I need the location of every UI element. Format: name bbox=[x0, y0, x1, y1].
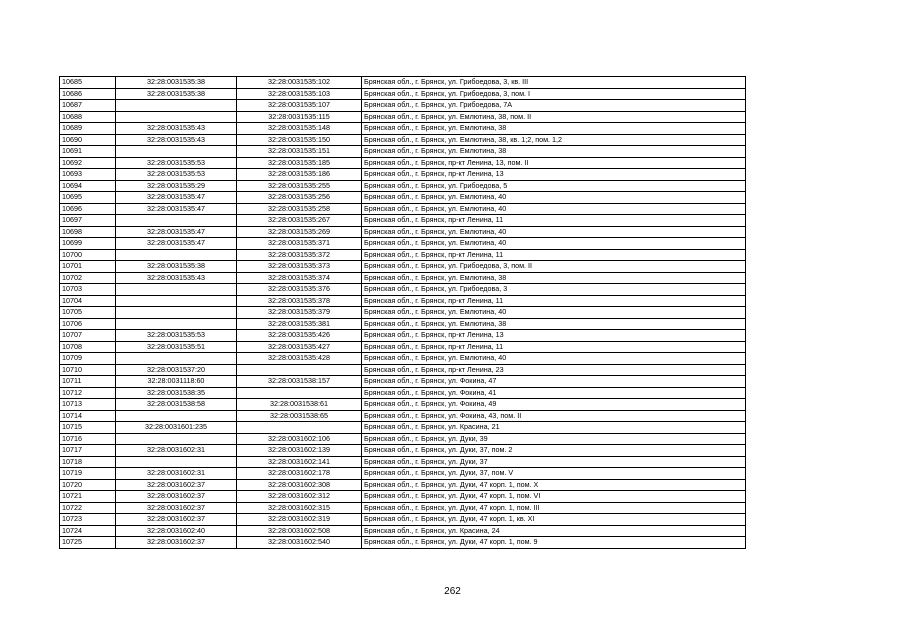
address-cell: Брянская обл., г. Брянск, ул. Дуки, 39 bbox=[362, 433, 746, 445]
row-number-cell: 10707 bbox=[60, 330, 116, 342]
address-cell: Брянская обл., г. Брянск, ул. Емлютина, 40 bbox=[362, 192, 746, 204]
row-number-cell: 10725 bbox=[60, 537, 116, 549]
parent-cadastral-cell: 32:28:0031602:37 bbox=[116, 491, 237, 503]
cadastral-number-cell: 32:28:0031535:372 bbox=[237, 249, 362, 261]
cadastral-number-cell: 32:28:0031535:186 bbox=[237, 169, 362, 181]
row-number-cell: 10702 bbox=[60, 272, 116, 284]
address-cell: Брянская обл., г. Брянск, ул. Емлютина, 38 bbox=[362, 318, 746, 330]
cadastral-number-cell: 32:28:0031602:308 bbox=[237, 479, 362, 491]
table-row bbox=[60, 192, 746, 204]
page-number: 262 bbox=[444, 586, 461, 597]
table-row bbox=[60, 525, 746, 537]
table-row bbox=[60, 537, 746, 549]
row-number-cell: 10686 bbox=[60, 88, 116, 100]
address-cell: Брянская обл., г. Брянск, пр-кт Ленина, 13 bbox=[362, 330, 746, 342]
address-cell: Брянская обл., г. Брянск, ул. Дуки, 47 корп. 1, кв. XI bbox=[362, 514, 746, 526]
table-row bbox=[60, 238, 746, 250]
table-row bbox=[60, 134, 746, 146]
table-row bbox=[60, 307, 746, 319]
table-row bbox=[60, 514, 746, 526]
row-number-cell: 10719 bbox=[60, 468, 116, 480]
table-row bbox=[60, 203, 746, 215]
parent-cadastral-cell: 32:28:0031602:37 bbox=[116, 514, 237, 526]
row-number-cell: 10688 bbox=[60, 111, 116, 123]
parent-cadastral-cell: 32:28:0031535:47 bbox=[116, 226, 237, 238]
parent-cadastral-cell: 32:28:0031602:37 bbox=[116, 479, 237, 491]
parent-cadastral-cell: 32:28:0031538:35 bbox=[116, 387, 237, 399]
table-row bbox=[60, 215, 746, 227]
registry-table-body bbox=[60, 77, 746, 549]
parent-cadastral-cell: 32:28:0031535:43 bbox=[116, 134, 237, 146]
row-number-cell: 10697 bbox=[60, 215, 116, 227]
cadastral-number-cell: 32:28:0031535:258 bbox=[237, 203, 362, 215]
cadastral-number-cell: 32:28:0031602:178 bbox=[237, 468, 362, 480]
cadastral-number-cell: 32:28:0031535:371 bbox=[237, 238, 362, 250]
cadastral-number-cell: 32:28:0031535:255 bbox=[237, 180, 362, 192]
parent-cadastral-cell: 32:28:0031118:60 bbox=[116, 376, 237, 388]
cadastral-number-cell: 32:28:0031535:379 bbox=[237, 307, 362, 319]
row-number-cell: 10723 bbox=[60, 514, 116, 526]
row-number-cell: 10700 bbox=[60, 249, 116, 261]
cadastral-number-cell: 32:28:0031602:319 bbox=[237, 514, 362, 526]
row-number-cell: 10724 bbox=[60, 525, 116, 537]
parent-cadastral-cell bbox=[116, 249, 237, 261]
address-cell: Брянская обл., г. Брянск, ул. Дуки, 37, пом. 2 bbox=[362, 445, 746, 457]
row-number-cell: 10710 bbox=[60, 364, 116, 376]
cadastral-number-cell: 32:28:0031535:256 bbox=[237, 192, 362, 204]
row-number-cell: 10694 bbox=[60, 180, 116, 192]
row-number-cell: 10687 bbox=[60, 100, 116, 112]
parent-cadastral-cell bbox=[116, 295, 237, 307]
cadastral-number-cell: 32:28:0031602:312 bbox=[237, 491, 362, 503]
row-number-cell: 10713 bbox=[60, 399, 116, 411]
cadastral-number-cell: 32:28:0031602:106 bbox=[237, 433, 362, 445]
parent-cadastral-cell: 32:28:0031535:51 bbox=[116, 341, 237, 353]
row-number-cell: 10706 bbox=[60, 318, 116, 330]
parent-cadastral-cell bbox=[116, 146, 237, 158]
address-cell: Брянская обл., г. Брянск, ул. Фокина, 47 bbox=[362, 376, 746, 388]
row-number-cell: 10720 bbox=[60, 479, 116, 491]
address-cell: Брянская обл., г. Брянск, пр-кт Ленина, 11 bbox=[362, 215, 746, 227]
cadastral-number-cell bbox=[237, 422, 362, 434]
table-row bbox=[60, 445, 746, 457]
cadastral-number-cell: 32:28:0031535:373 bbox=[237, 261, 362, 273]
cadastral-number-cell: 32:28:0031535:102 bbox=[237, 77, 362, 89]
table-row bbox=[60, 157, 746, 169]
address-cell: Брянская обл., г. Брянск, ул. Фокина, 43, пом. II bbox=[362, 410, 746, 422]
parent-cadastral-cell: 32:28:0031535:38 bbox=[116, 261, 237, 273]
address-cell: Брянская обл., г. Брянск, ул. Емлютина, 38 bbox=[362, 146, 746, 158]
address-cell: Брянская обл., г. Брянск, ул. Дуки, 47 корп. 1, пом. III bbox=[362, 502, 746, 514]
parent-cadastral-cell bbox=[116, 100, 237, 112]
table-row bbox=[60, 226, 746, 238]
parent-cadastral-cell: 32:28:0031602:40 bbox=[116, 525, 237, 537]
cadastral-number-cell: 32:28:0031538:65 bbox=[237, 410, 362, 422]
parent-cadastral-cell bbox=[116, 456, 237, 468]
table-row bbox=[60, 146, 746, 158]
cadastral-number-cell: 32:28:0031535:374 bbox=[237, 272, 362, 284]
parent-cadastral-cell: 32:28:0031601:235 bbox=[116, 422, 237, 434]
parent-cadastral-cell: 32:28:0031602:37 bbox=[116, 502, 237, 514]
address-cell: Брянская обл., г. Брянск, ул. Грибоедова, 5 bbox=[362, 180, 746, 192]
address-cell: Брянская обл., г. Брянск, пр-кт Ленина, 11 bbox=[362, 295, 746, 307]
row-number-cell: 10714 bbox=[60, 410, 116, 422]
table-row bbox=[60, 353, 746, 365]
address-cell: Брянская обл., г. Брянск, ул. Грибоедова, 3, кв. III bbox=[362, 77, 746, 89]
table-row bbox=[60, 341, 746, 353]
table-row bbox=[60, 456, 746, 468]
cadastral-number-cell: 32:28:0031535:269 bbox=[237, 226, 362, 238]
row-number-cell: 10711 bbox=[60, 376, 116, 388]
row-number-cell: 10695 bbox=[60, 192, 116, 204]
parent-cadastral-cell: 32:28:0031535:47 bbox=[116, 192, 237, 204]
row-number-cell: 10696 bbox=[60, 203, 116, 215]
table-row bbox=[60, 261, 746, 273]
cadastral-number-cell: 32:28:0031535:148 bbox=[237, 123, 362, 135]
address-cell: Брянская обл., г. Брянск, ул. Емлютина, 38 bbox=[362, 123, 746, 135]
parent-cadastral-cell bbox=[116, 410, 237, 422]
cadastral-number-cell: 32:28:0031535:185 bbox=[237, 157, 362, 169]
parent-cadastral-cell bbox=[116, 353, 237, 365]
table-row bbox=[60, 479, 746, 491]
row-number-cell: 10699 bbox=[60, 238, 116, 250]
table-row bbox=[60, 318, 746, 330]
parent-cadastral-cell bbox=[116, 433, 237, 445]
address-cell: Брянская обл., г. Брянск, пр-кт Ленина, 11 bbox=[362, 341, 746, 353]
parent-cadastral-cell: 32:28:0031538:58 bbox=[116, 399, 237, 411]
table-row bbox=[60, 491, 746, 503]
address-cell: Брянская обл., г. Брянск, ул. Дуки, 47 корп. 1, пом. X bbox=[362, 479, 746, 491]
row-number-cell: 10698 bbox=[60, 226, 116, 238]
row-number-cell: 10715 bbox=[60, 422, 116, 434]
parent-cadastral-cell bbox=[116, 318, 237, 330]
row-number-cell: 10689 bbox=[60, 123, 116, 135]
table-row bbox=[60, 376, 746, 388]
row-number-cell: 10712 bbox=[60, 387, 116, 399]
cadastral-number-cell: 32:28:0031535:426 bbox=[237, 330, 362, 342]
address-cell: Брянская обл., г. Брянск, ул. Красина, 24 bbox=[362, 525, 746, 537]
row-number-cell: 10692 bbox=[60, 157, 116, 169]
cadastral-number-cell: 32:28:0031535:151 bbox=[237, 146, 362, 158]
row-number-cell: 10704 bbox=[60, 295, 116, 307]
address-cell: Брянская обл., г. Брянск, ул. Емлютина, 40 bbox=[362, 353, 746, 365]
row-number-cell: 10685 bbox=[60, 77, 116, 89]
cadastral-number-cell: 32:28:0031538:157 bbox=[237, 376, 362, 388]
address-cell: Брянская обл., г. Брянск, ул. Грибоедова, 3 bbox=[362, 284, 746, 296]
address-cell: Брянская обл., г. Брянск, ул. Емлютина, 38 bbox=[362, 272, 746, 284]
table-row bbox=[60, 330, 746, 342]
address-cell: Брянская обл., г. Брянск, ул. Емлютина, 40 bbox=[362, 226, 746, 238]
address-cell: Брянская обл., г. Брянск, пр-кт Ленина, 23 bbox=[362, 364, 746, 376]
parent-cadastral-cell: 32:28:0031535:43 bbox=[116, 272, 237, 284]
row-number-cell: 10709 bbox=[60, 353, 116, 365]
table-row bbox=[60, 123, 746, 135]
row-number-cell: 10690 bbox=[60, 134, 116, 146]
address-cell: Брянская обл., г. Брянск, ул. Грибоедова, 3, пом. I bbox=[362, 88, 746, 100]
address-cell: Брянская обл., г. Брянск, ул. Дуки, 47 корп. 1, пом. VI bbox=[362, 491, 746, 503]
row-number-cell: 10705 bbox=[60, 307, 116, 319]
address-cell: Брянская обл., г. Брянск, ул. Емлютина, 38, пом. II bbox=[362, 111, 746, 123]
parent-cadastral-cell bbox=[116, 284, 237, 296]
address-cell: Брянская обл., г. Брянск, ул. Грибоедова, 7А bbox=[362, 100, 746, 112]
address-cell: Брянская обл., г. Брянск, ул. Грибоедова, 3, пом. II bbox=[362, 261, 746, 273]
row-number-cell: 10693 bbox=[60, 169, 116, 181]
parent-cadastral-cell: 32:28:0031535:53 bbox=[116, 157, 237, 169]
address-cell: Брянская обл., г. Брянск, ул. Емлютина, 40 bbox=[362, 307, 746, 319]
table-row bbox=[60, 364, 746, 376]
table-row bbox=[60, 100, 746, 112]
cadastral-number-cell: 32:28:0031535:381 bbox=[237, 318, 362, 330]
cadastral-number-cell: 32:28:0031535:150 bbox=[237, 134, 362, 146]
address-cell: Брянская обл., г. Брянск, пр-кт Ленина, 11 bbox=[362, 249, 746, 261]
cadastral-number-cell: 32:28:0031602:139 bbox=[237, 445, 362, 457]
address-cell: Брянская обл., г. Брянск, ул. Емлютина, 38, кв. 1;2, пом. 1,2 bbox=[362, 134, 746, 146]
table-row bbox=[60, 410, 746, 422]
table-row bbox=[60, 468, 746, 480]
address-cell: Брянская обл., г. Брянск, ул. Емлютина, 40 bbox=[362, 238, 746, 250]
address-cell: Брянская обл., г. Брянск, ул. Дуки, 37, пом. V bbox=[362, 468, 746, 480]
address-cell: Брянская обл., г. Брянск, ул. Красина, 21 bbox=[362, 422, 746, 434]
row-number-cell: 10722 bbox=[60, 502, 116, 514]
table-row bbox=[60, 387, 746, 399]
cadastral-number-cell: 32:28:0031538:61 bbox=[237, 399, 362, 411]
cadastral-number-cell: 32:28:0031602:315 bbox=[237, 502, 362, 514]
table-row bbox=[60, 399, 746, 411]
registry-table bbox=[59, 76, 746, 549]
parent-cadastral-cell: 32:28:0031535:53 bbox=[116, 169, 237, 181]
row-number-cell: 10717 bbox=[60, 445, 116, 457]
cadastral-number-cell: 32:28:0031535:428 bbox=[237, 353, 362, 365]
cadastral-number-cell: 32:28:0031535:427 bbox=[237, 341, 362, 353]
cadastral-number-cell: 32:28:0031535:107 bbox=[237, 100, 362, 112]
parent-cadastral-cell: 32:28:0031537:20 bbox=[116, 364, 237, 376]
row-number-cell: 10718 bbox=[60, 456, 116, 468]
cadastral-number-cell bbox=[237, 364, 362, 376]
cadastral-number-cell: 32:28:0031602:508 bbox=[237, 525, 362, 537]
cadastral-number-cell: 32:28:0031535:376 bbox=[237, 284, 362, 296]
parent-cadastral-cell: 32:28:0031535:38 bbox=[116, 77, 237, 89]
table-row bbox=[60, 272, 746, 284]
parent-cadastral-cell: 32:28:0031535:47 bbox=[116, 203, 237, 215]
address-cell: Брянская обл., г. Брянск, ул. Дуки, 47 корп. 1, пом. 9 bbox=[362, 537, 746, 549]
cadastral-number-cell: 32:28:0031535:115 bbox=[237, 111, 362, 123]
cadastral-number-cell: 32:28:0031535:378 bbox=[237, 295, 362, 307]
cadastral-number-cell: 32:28:0031535:103 bbox=[237, 88, 362, 100]
row-number-cell: 10703 bbox=[60, 284, 116, 296]
table-row bbox=[60, 111, 746, 123]
table-row bbox=[60, 169, 746, 181]
parent-cadastral-cell: 32:28:0031535:38 bbox=[116, 88, 237, 100]
address-cell: Брянская обл., г. Брянск, ул. Емлютина, 40 bbox=[362, 203, 746, 215]
parent-cadastral-cell bbox=[116, 215, 237, 227]
table-row bbox=[60, 77, 746, 89]
row-number-cell: 10701 bbox=[60, 261, 116, 273]
cadastral-number-cell: 32:28:0031602:540 bbox=[237, 537, 362, 549]
table-row bbox=[60, 284, 746, 296]
cadastral-number-cell bbox=[237, 387, 362, 399]
parent-cadastral-cell: 32:28:0031535:43 bbox=[116, 123, 237, 135]
parent-cadastral-cell: 32:28:0031602:31 bbox=[116, 445, 237, 457]
table-row bbox=[60, 502, 746, 514]
table-row bbox=[60, 295, 746, 307]
cadastral-number-cell: 32:28:0031535:267 bbox=[237, 215, 362, 227]
row-number-cell: 10716 bbox=[60, 433, 116, 445]
address-cell: Брянская обл., г. Брянск, ул. Дуки, 37 bbox=[362, 456, 746, 468]
parent-cadastral-cell: 32:28:0031602:31 bbox=[116, 468, 237, 480]
address-cell: Брянская обл., г. Брянск, ул. Фокина, 49 bbox=[362, 399, 746, 411]
row-number-cell: 10691 bbox=[60, 146, 116, 158]
parent-cadastral-cell: 32:28:0031535:29 bbox=[116, 180, 237, 192]
address-cell: Брянская обл., г. Брянск, ул. Фокина, 41 bbox=[362, 387, 746, 399]
address-cell: Брянская обл., г. Брянск, пр-кт Ленина, 13 bbox=[362, 169, 746, 181]
table-row bbox=[60, 180, 746, 192]
parent-cadastral-cell bbox=[116, 111, 237, 123]
cadastral-number-cell: 32:28:0031602:141 bbox=[237, 456, 362, 468]
table-row bbox=[60, 422, 746, 434]
table-row bbox=[60, 249, 746, 261]
address-cell: Брянская обл., г. Брянск, пр-кт Ленина, 13, пом. II bbox=[362, 157, 746, 169]
parent-cadastral-cell: 32:28:0031535:53 bbox=[116, 330, 237, 342]
table-row bbox=[60, 433, 746, 445]
row-number-cell: 10708 bbox=[60, 341, 116, 353]
table-row bbox=[60, 88, 746, 100]
row-number-cell: 10721 bbox=[60, 491, 116, 503]
parent-cadastral-cell: 32:28:0031535:47 bbox=[116, 238, 237, 250]
parent-cadastral-cell: 32:28:0031602:37 bbox=[116, 537, 237, 549]
parent-cadastral-cell bbox=[116, 307, 237, 319]
